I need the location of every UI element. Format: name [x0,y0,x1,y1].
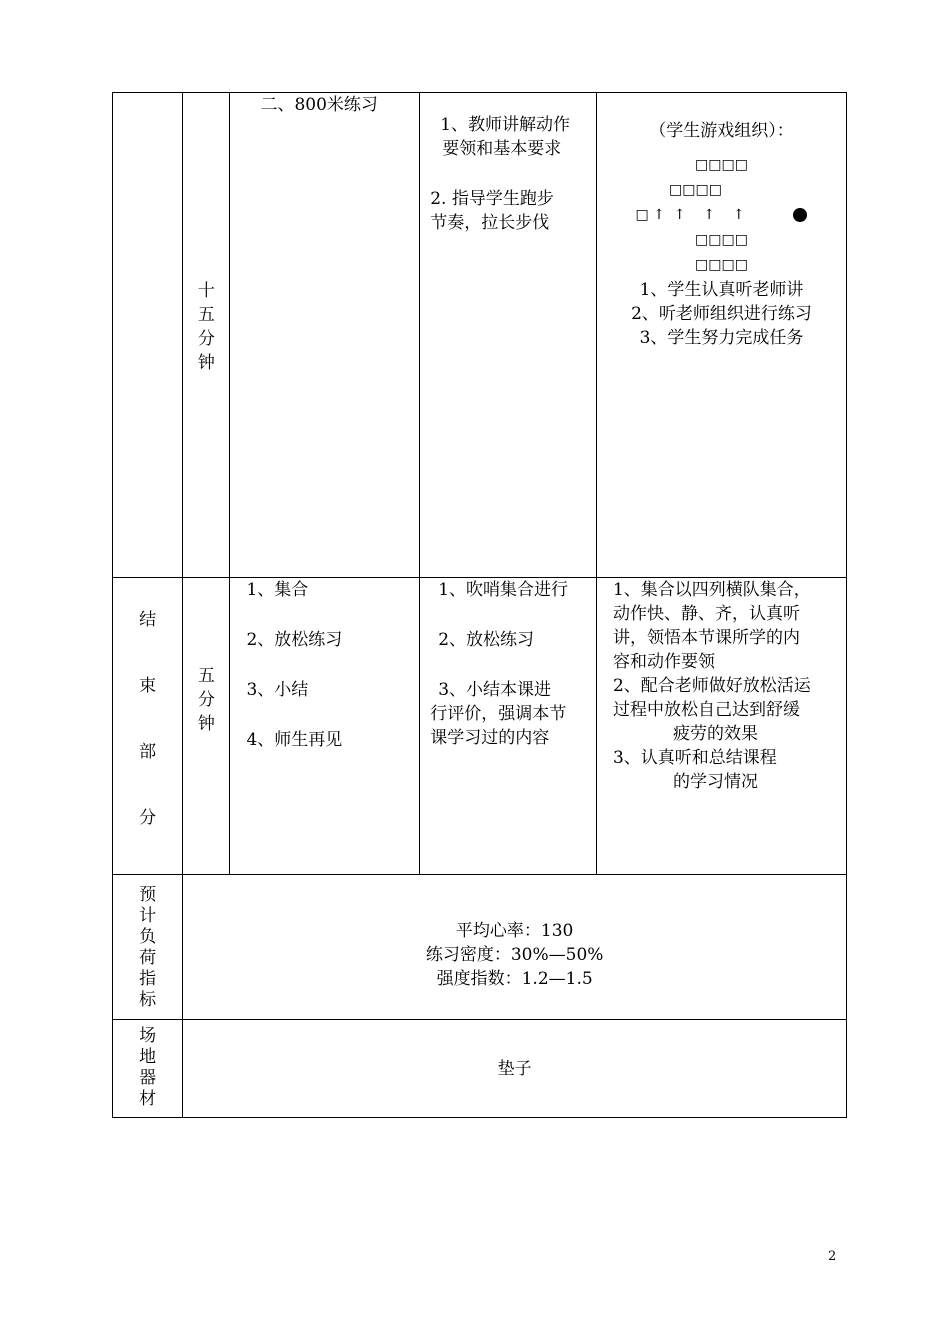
table-row-closing [113,578,847,875]
time-char: 钟 [197,353,215,373]
content-line: 3、小结 [246,680,309,700]
section-char: 分 [139,808,157,828]
load-index-cell [183,875,847,1020]
content-line: 2、放松练习 [246,630,343,650]
formation-diagram [597,153,846,278]
teacher-dot-icon [793,208,807,222]
student-line: 的学习情况 [672,772,758,792]
content-line: 4、师生再见 [246,730,343,750]
teacher-cell [420,93,597,578]
student-point: 3、学生努力完成任务 [639,328,804,348]
label-char: 地 [139,1047,157,1067]
section-cell [113,578,183,875]
formation-row: □□□□ [695,257,748,273]
load-line: 练习密度：30%—50% [425,945,604,965]
label-char: 计 [139,906,157,926]
label-char: 场 [139,1026,157,1046]
label-char: 荷 [139,948,157,968]
label-char: 预 [139,885,157,905]
label-char: 器 [139,1068,157,1088]
formation-row: □□□□ [695,232,748,248]
student-point: 1、学生认真听老师讲 [639,280,804,300]
student-title: （学生游戏组织）： [649,121,794,141]
label-char: 负 [139,927,157,947]
table-row-main-practice [113,93,847,578]
teacher-line: 节奏，拉长步伐 [430,213,550,233]
student-cell [596,578,846,875]
formation-row: □□□□ [669,182,722,198]
teacher-line: 1、吹哨集合进行 [438,580,569,600]
label-cell [113,1020,183,1118]
student-point: 2、听老师组织进行练习 [631,304,812,324]
arrow-up-icon: ↑ ↑ ↑ ↑ [653,207,745,223]
time-char: 钟 [197,714,215,734]
time-cell [183,578,230,875]
label-cell [113,875,183,1020]
student-line: 疲劳的效果 [672,724,758,744]
page-number: 2 [828,1249,837,1264]
teacher-line: 行评价，强调本节 [430,704,567,724]
load-line: 强度指数：1.2—1.5 [436,969,593,989]
content-line: 1、集合 [246,580,309,600]
time-char: 分 [197,329,215,349]
section-char: 束 [139,676,157,696]
student-line: 过程中放松自己达到舒缓 [612,700,800,720]
time-char: 分 [197,690,215,710]
formation-row-arrows [597,203,846,228]
teacher-line: 2. 指导学生跑步 [430,189,554,209]
student-line: 2、配合老师做好放松活运 [612,676,811,696]
time-cell [183,93,230,578]
table-row-equipment [113,1020,847,1118]
section-cell-empty [113,93,183,578]
content-cell [230,93,420,578]
content-title: 二、800米练习 [260,95,378,115]
time-char: 十 [197,281,215,301]
teacher-line: 要领和基本要求 [442,139,562,159]
formation-row: □□□□ [695,157,748,173]
equipment-cell [183,1020,847,1118]
label-char: 标 [139,990,157,1010]
student-cell [596,93,846,578]
student-line: 容和动作要领 [612,652,715,672]
section-char: 结 [139,610,157,630]
teacher-cell [420,578,597,875]
equipment-value: 垫子 [497,1059,532,1079]
student-line: 3、认真听和总结课程 [612,748,777,768]
content-cell [230,578,420,875]
student-line: 讲，领悟本节课所学的内 [612,628,800,648]
teacher-line: 2、放松练习 [438,630,535,650]
teacher-line: 3、小结本课进 [438,680,552,700]
label-char: 材 [139,1089,157,1109]
label-char: 指 [139,969,157,989]
lesson-plan-table [112,92,847,1118]
load-line: 平均心率：130 [455,921,574,941]
student-line: 动作快、静、齐，认真听 [612,604,800,624]
teacher-line: 课学习过的内容 [430,728,550,748]
time-char: 五 [197,666,215,686]
teacher-line: 1、教师讲解动作 [440,115,571,135]
time-char: 五 [197,305,215,325]
table-row-load-index [113,875,847,1020]
formation-square: □ [635,207,649,223]
student-line: 1、集合以四列横队集合， [612,580,811,600]
section-char: 部 [139,742,157,762]
